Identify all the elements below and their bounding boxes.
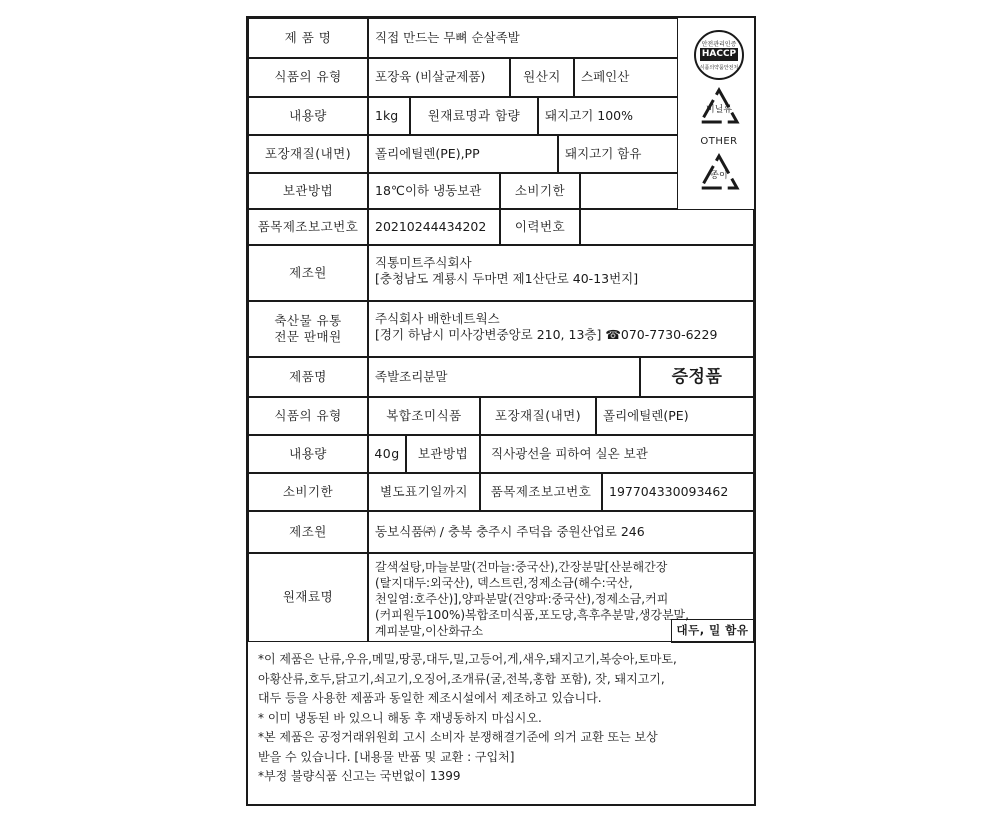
note-line: *이 제품은 난류,우유,메밀,땅콩,대두,밀,고등어,게,새우,돼지고기,복숭아,토마토, (258, 652, 677, 666)
p1-expiry-value (580, 173, 678, 209)
ingredients-line: 계피분말,이산화규소 (375, 624, 484, 638)
p1-seller-value (368, 301, 754, 357)
p2-ingredients-label: 원재료명 (248, 553, 368, 642)
p1-origin-value: 스페인산 (574, 58, 678, 97)
ingredients-line: 갈색설탕,마늘분말(건마늘:중국산),간장분말[산분해간장 (375, 560, 668, 574)
allergy-badge: 대두, 밀 함유 (671, 619, 755, 643)
ingredients-line: (탈지대두:외국산), 덱스트린,정제소금(해수:국산, (375, 576, 633, 590)
p1-trace-value (580, 209, 754, 245)
note-line: *본 제품은 공정거래위원회 고시 소비자 분쟁해결기준에 의거 교환 또는 보상 (258, 730, 658, 744)
p2-maker-label: 제조원 (248, 511, 368, 553)
p1-storage-value: 18℃이하 냉동보관 (368, 173, 500, 209)
notes-section (248, 642, 754, 795)
p1-seller-label (248, 301, 368, 357)
p2-content-label: 내용량 (248, 435, 368, 473)
ingredients-line: (커피원두100%)복합조미식품,포도당,흑후추분말,생강분말, (375, 608, 689, 622)
p1-report-value: 20210244434202 (368, 209, 500, 245)
p1-type-value: 포장육 (비살균제품) (368, 58, 510, 97)
product-label-sheet (246, 16, 756, 806)
p1-seller-label-2: 전문 판매원 (274, 329, 342, 344)
recycle-vinyl-icon (696, 86, 742, 130)
note-line: * 이미 냉동된 바 있으니 해동 후 재냉동하지 마십시오. (258, 710, 542, 725)
p1-content-value: 1kg (368, 97, 410, 135)
p1-name-value: 직접 만드는 무뼈 순살족발 (368, 18, 678, 58)
p2-package-value: 폴리에틸렌(PE) (596, 397, 754, 435)
p2-report-label: 품목제조보고번호 (480, 473, 602, 511)
p1-type-label: 식품의 유형 (248, 58, 368, 97)
haccp-bottom-text: 식품의약품안전처 (699, 65, 739, 71)
p1-maker-line2: [충청남도 계룡시 두마면 제1산단로 40-13번지] (375, 271, 639, 287)
p1-seller-label-1: 축산물 유통 (274, 312, 342, 328)
p2-report-value: 197704330093462 (602, 473, 754, 511)
p1-maker-value (368, 245, 754, 301)
p1-ingredient-label: 원재료명과 함량 (410, 97, 538, 135)
p2-ingredients-cell (368, 553, 754, 642)
note-line: 받을 수 있습니다. [내용물 반품 및 교환 : 구입처] (258, 749, 515, 764)
p2-expiry-label: 소비기한 (248, 473, 368, 511)
p1-storage-label: 보관방법 (248, 173, 368, 209)
p1-report-label: 품목제조보고번호 (248, 209, 368, 245)
p2-type-value: 복합조미식품 (368, 397, 480, 435)
p1-maker-line1: 직통미트주식회사 (375, 255, 472, 270)
other-label: OTHER (700, 136, 738, 147)
ingredients-line: 천일염:호주산)],양파분말(건양파:중국산),정제소금,커피 (375, 592, 669, 606)
haccp-top-text: 안전관리인증 (701, 41, 737, 48)
note-line: *부정 불량식품 신고는 국번없이 1399 (258, 769, 461, 783)
p1-expiry-label: 소비기한 (500, 173, 580, 209)
note-line: 아황산류,호두,닭고기,쇠고기,오징어,조개류(굴,전복,홍합 포함), 잣, 돼지고기, (258, 671, 665, 686)
p1-content-label: 내용량 (248, 97, 368, 135)
p1-origin-label: 원산지 (510, 58, 574, 97)
recycle-vinyl-text: 비닐류 (705, 105, 733, 115)
p1-maker-label: 제조원 (248, 245, 368, 301)
p1-package-label: 포장재질(내면) (248, 135, 368, 173)
p2-storage-value: 직사광선을 피하여 실온 보관 (480, 435, 754, 473)
p2-type-label: 식품의 유형 (248, 397, 368, 435)
note-line: 대두 등을 사용한 제품과 동일한 제조시설에서 제조하고 있습니다. (258, 691, 602, 705)
p2-gift-label: 증정품 (640, 357, 754, 397)
haccp-mid-text: HACCP (701, 49, 737, 59)
p2-maker-value: 동보식품㈜ / 충북 충주시 주덕읍 중원산업로 246 (368, 511, 754, 553)
p2-name-value: 족발조리분말 (368, 357, 640, 397)
recycle-paper-icon (696, 152, 742, 196)
p1-contains-value: 돼지고기 함유 (558, 135, 678, 173)
p2-expiry-value: 별도표기일까지 (368, 473, 480, 511)
p2-content-value: 40g (368, 435, 406, 473)
recycle-paper-text: 종이 (710, 171, 728, 181)
p2-storage-label: 보관방법 (406, 435, 480, 473)
p1-name-label: 제 품 명 (248, 18, 368, 58)
p1-package-value: 폴리에틸렌(PE),PP (368, 135, 558, 173)
haccp-logo (694, 30, 744, 80)
p2-name-label: 제품명 (248, 357, 368, 397)
p1-seller-line2: [경기 하남시 미사강변중앙로 210, 13층] ☎070-7730-6229 (375, 327, 718, 343)
p1-ingredient-value: 돼지고기 100% (538, 97, 678, 135)
p1-seller-line1: 주식회사 배한네트웍스 (375, 311, 500, 326)
p2-package-label: 포장재질(내면) (480, 397, 596, 435)
p1-trace-label: 이력번호 (500, 209, 580, 245)
